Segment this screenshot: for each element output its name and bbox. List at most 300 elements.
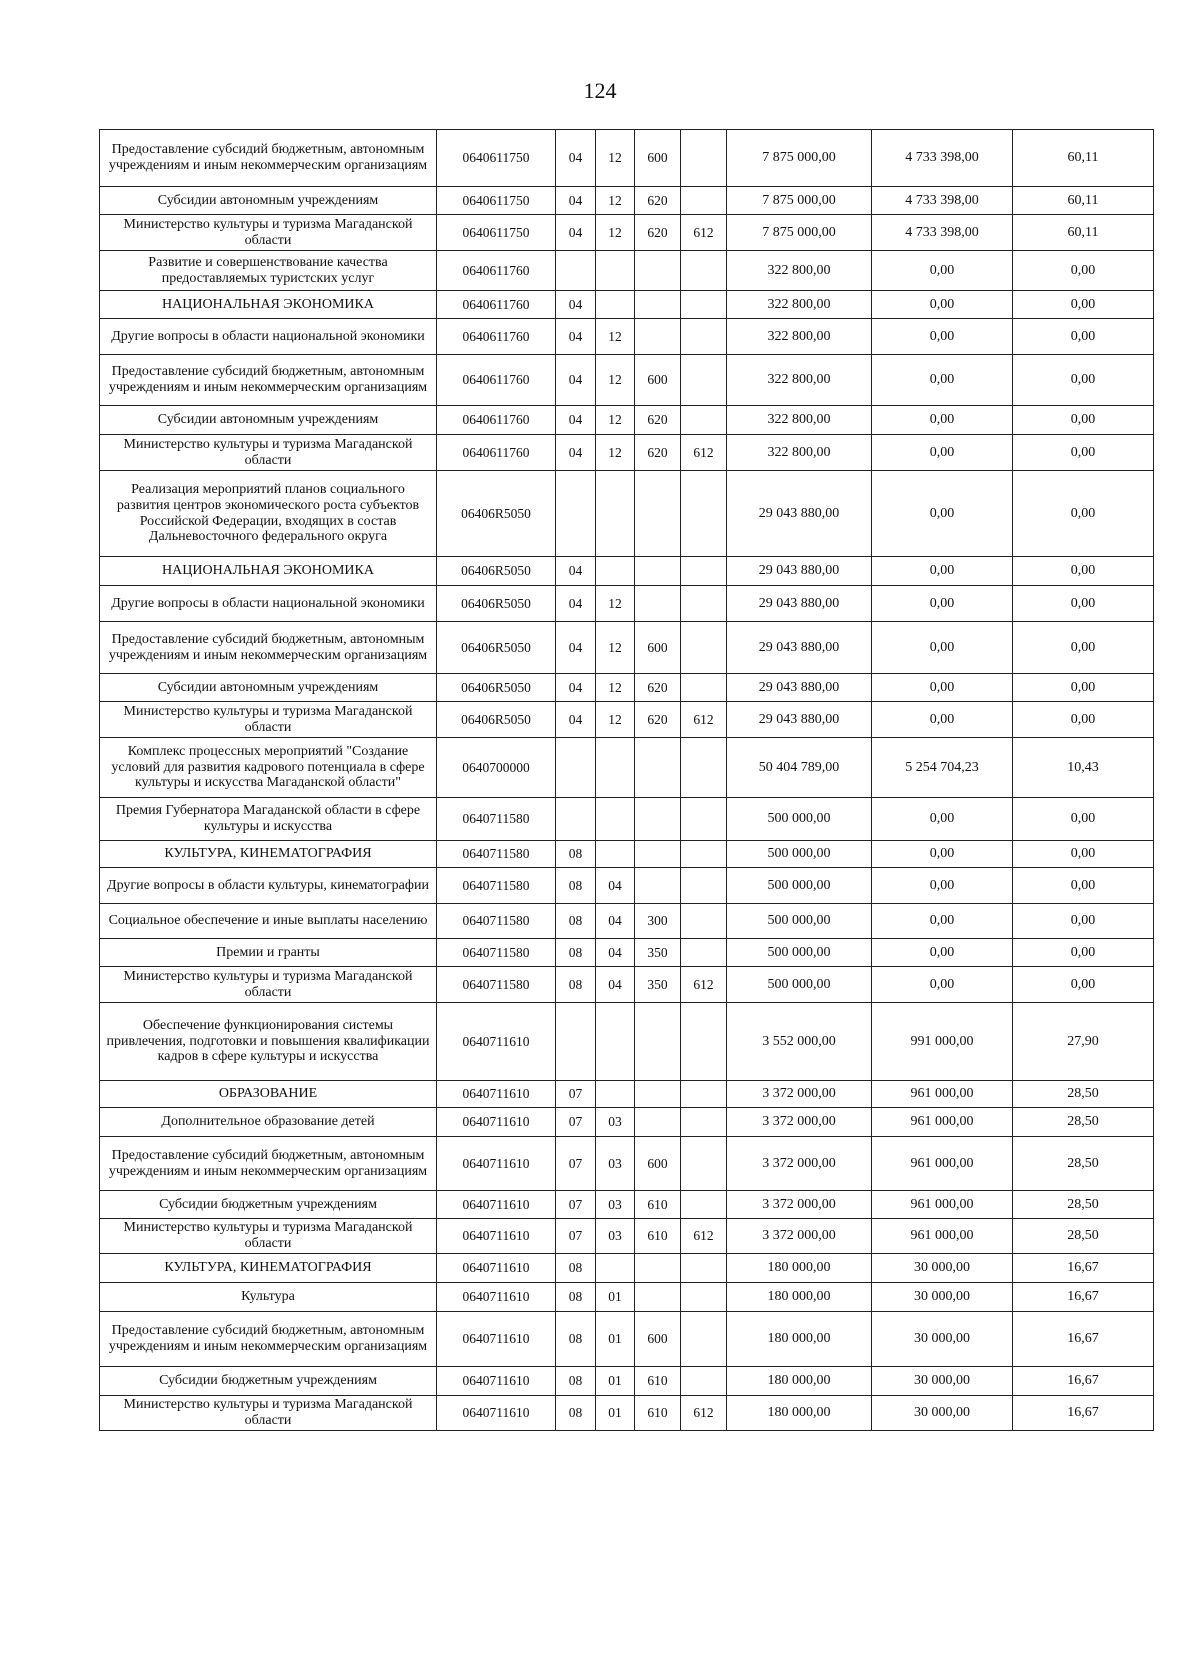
subsection-code: 12 <box>596 702 635 738</box>
fact-amount: 0,00 <box>872 841 1013 868</box>
table-row <box>100 251 1154 291</box>
section-code: 07 <box>556 1191 596 1219</box>
fact-amount: 0,00 <box>872 435 1013 471</box>
percent-executed: 0,00 <box>1013 674 1154 702</box>
target-code: 06406R5050 <box>437 586 556 622</box>
fact-amount: 961 000,00 <box>872 1137 1013 1191</box>
fact-amount: 0,00 <box>872 586 1013 622</box>
plan-amount: 3 372 000,00 <box>727 1191 872 1219</box>
table-row <box>100 1219 1154 1254</box>
percent-executed: 0,00 <box>1013 702 1154 738</box>
percent-executed: 0,00 <box>1013 406 1154 435</box>
section-code: 04 <box>556 130 596 187</box>
subsection-code: 04 <box>596 868 635 904</box>
plan-amount: 29 043 880,00 <box>727 674 872 702</box>
admin-code: 612 <box>681 215 727 251</box>
subsection-code <box>596 798 635 841</box>
table-body <box>100 130 1154 1431</box>
expense-type-code: 600 <box>635 1312 681 1367</box>
expense-type-code <box>635 291 681 319</box>
section-code: 04 <box>556 319 596 355</box>
expense-type-code <box>635 1081 681 1108</box>
expense-name: НАЦИОНАЛЬНАЯ ЭКОНОМИКА <box>100 557 437 586</box>
admin-code <box>681 1191 727 1219</box>
target-code: 0640711580 <box>437 868 556 904</box>
expense-type-code <box>635 738 681 798</box>
admin-code: 612 <box>681 1396 727 1431</box>
expense-type-code: 610 <box>635 1219 681 1254</box>
percent-executed: 16,67 <box>1013 1396 1154 1431</box>
subsection-code <box>596 1081 635 1108</box>
fact-amount: 0,00 <box>872 319 1013 355</box>
fact-amount: 0,00 <box>872 904 1013 939</box>
percent-executed: 0,00 <box>1013 967 1154 1003</box>
section-code: 07 <box>556 1108 596 1137</box>
percent-executed: 0,00 <box>1013 586 1154 622</box>
percent-executed: 0,00 <box>1013 435 1154 471</box>
section-code: 04 <box>556 586 596 622</box>
expense-name: Культура <box>100 1283 437 1312</box>
expense-name: Министерство культуры и туризма Магаданской области <box>100 967 437 1003</box>
subsection-code <box>596 841 635 868</box>
expense-type-code <box>635 841 681 868</box>
expense-type-code <box>635 1108 681 1137</box>
admin-code <box>681 1081 727 1108</box>
expense-name: Предоставление субсидий бюджетным, автономным учреждениям и иным некоммерческим организациям <box>100 130 437 187</box>
target-code: 0640711610 <box>437 1219 556 1254</box>
fact-amount: 5 254 704,23 <box>872 738 1013 798</box>
expense-name: Предоставление субсидий бюджетным, автономным учреждениям и иным некоммерческим организациям <box>100 622 437 674</box>
target-code: 0640611760 <box>437 435 556 471</box>
fact-amount: 4 733 398,00 <box>872 187 1013 215</box>
subsection-code: 01 <box>596 1312 635 1367</box>
target-code: 06406R5050 <box>437 471 556 557</box>
target-code: 0640711610 <box>437 1283 556 1312</box>
table-row <box>100 586 1154 622</box>
table-row <box>100 1081 1154 1108</box>
plan-amount: 500 000,00 <box>727 967 872 1003</box>
fact-amount: 0,00 <box>872 967 1013 1003</box>
expense-type-code <box>635 586 681 622</box>
admin-code <box>681 738 727 798</box>
fact-amount: 4 733 398,00 <box>872 215 1013 251</box>
admin-code <box>681 130 727 187</box>
target-code: 0640711610 <box>437 1396 556 1431</box>
table-row <box>100 1003 1154 1081</box>
percent-executed: 0,00 <box>1013 471 1154 557</box>
section-code: 08 <box>556 904 596 939</box>
expense-name: НАЦИОНАЛЬНАЯ ЭКОНОМИКА <box>100 291 437 319</box>
expense-name: Предоставление субсидий бюджетным, автономным учреждениям и иным некоммерческим организациям <box>100 355 437 406</box>
section-code: 04 <box>556 406 596 435</box>
expense-name: КУЛЬТУРА, КИНЕМАТОГРАФИЯ <box>100 841 437 868</box>
fact-amount: 0,00 <box>872 939 1013 967</box>
fact-amount: 0,00 <box>872 702 1013 738</box>
expense-type-code <box>635 798 681 841</box>
subsection-code: 12 <box>596 130 635 187</box>
percent-executed: 28,50 <box>1013 1108 1154 1137</box>
fact-amount: 961 000,00 <box>872 1191 1013 1219</box>
expense-type-code: 620 <box>635 406 681 435</box>
plan-amount: 3 372 000,00 <box>727 1219 872 1254</box>
expense-type-code: 610 <box>635 1191 681 1219</box>
plan-amount: 29 043 880,00 <box>727 557 872 586</box>
section-code: 04 <box>556 187 596 215</box>
target-code: 0640711610 <box>437 1254 556 1283</box>
fact-amount: 0,00 <box>872 622 1013 674</box>
section-code: 08 <box>556 868 596 904</box>
section-code: 08 <box>556 1254 596 1283</box>
subsection-code <box>596 1254 635 1283</box>
target-code: 0640711580 <box>437 939 556 967</box>
page-number: 124 <box>583 78 617 103</box>
table-row <box>100 939 1154 967</box>
table-row <box>100 868 1154 904</box>
expense-type-code: 600 <box>635 1137 681 1191</box>
subsection-code: 03 <box>596 1191 635 1219</box>
fact-amount: 961 000,00 <box>872 1108 1013 1137</box>
expense-type-code <box>635 251 681 291</box>
fact-amount: 0,00 <box>872 557 1013 586</box>
plan-amount: 322 800,00 <box>727 355 872 406</box>
plan-amount: 29 043 880,00 <box>727 702 872 738</box>
plan-amount: 180 000,00 <box>727 1396 872 1431</box>
target-code: 0640611750 <box>437 130 556 187</box>
plan-amount: 500 000,00 <box>727 798 872 841</box>
percent-executed: 0,00 <box>1013 939 1154 967</box>
plan-amount: 322 800,00 <box>727 319 872 355</box>
section-code <box>556 738 596 798</box>
fact-amount: 961 000,00 <box>872 1219 1013 1254</box>
plan-amount: 50 404 789,00 <box>727 738 872 798</box>
target-code: 0640611760 <box>437 251 556 291</box>
percent-executed: 0,00 <box>1013 798 1154 841</box>
plan-amount: 7 875 000,00 <box>727 215 872 251</box>
percent-executed: 0,00 <box>1013 868 1154 904</box>
admin-code: 612 <box>681 1219 727 1254</box>
fact-amount: 991 000,00 <box>872 1003 1013 1081</box>
target-code: 06406R5050 <box>437 557 556 586</box>
percent-executed: 60,11 <box>1013 187 1154 215</box>
target-code: 0640711610 <box>437 1312 556 1367</box>
plan-amount: 180 000,00 <box>727 1312 872 1367</box>
subsection-code: 12 <box>596 215 635 251</box>
subsection-code <box>596 291 635 319</box>
expense-type-code <box>635 1283 681 1312</box>
target-code: 0640611760 <box>437 355 556 406</box>
expense-name: Реализация мероприятий планов социального развития центров экономического роста субъектов Российской Федерации, входящих в состав Дальневосточного федерального округа <box>100 471 437 557</box>
table-row <box>100 187 1154 215</box>
expense-type-code: 300 <box>635 904 681 939</box>
expense-name: Предоставление субсидий бюджетным, автономным учреждениям и иным некоммерческим организациям <box>100 1137 437 1191</box>
target-code: 0640611760 <box>437 406 556 435</box>
table-row <box>100 738 1154 798</box>
subsection-code: 01 <box>596 1396 635 1431</box>
subsection-code: 12 <box>596 622 635 674</box>
section-code <box>556 251 596 291</box>
percent-executed: 0,00 <box>1013 557 1154 586</box>
admin-code <box>681 841 727 868</box>
admin-code <box>681 1312 727 1367</box>
percent-executed: 28,50 <box>1013 1137 1154 1191</box>
admin-code <box>681 557 727 586</box>
fact-amount: 30 000,00 <box>872 1367 1013 1396</box>
table-row <box>100 1283 1154 1312</box>
table-row <box>100 355 1154 406</box>
plan-amount: 500 000,00 <box>727 868 872 904</box>
table-row <box>100 471 1154 557</box>
table-row <box>100 130 1154 187</box>
plan-amount: 180 000,00 <box>727 1254 872 1283</box>
fact-amount: 0,00 <box>872 406 1013 435</box>
expense-type-code <box>635 557 681 586</box>
percent-executed: 28,50 <box>1013 1191 1154 1219</box>
percent-executed: 16,67 <box>1013 1283 1154 1312</box>
expense-type-code <box>635 868 681 904</box>
plan-amount: 322 800,00 <box>727 435 872 471</box>
subsection-code: 12 <box>596 406 635 435</box>
expense-type-code <box>635 1003 681 1081</box>
admin-code <box>681 319 727 355</box>
target-code: 0640611750 <box>437 215 556 251</box>
plan-amount: 3 372 000,00 <box>727 1137 872 1191</box>
plan-amount: 3 372 000,00 <box>727 1108 872 1137</box>
percent-executed: 16,67 <box>1013 1312 1154 1367</box>
expense-name: Субсидии автономным учреждениям <box>100 406 437 435</box>
section-code: 08 <box>556 967 596 1003</box>
fact-amount: 961 000,00 <box>872 1081 1013 1108</box>
plan-amount: 3 372 000,00 <box>727 1081 872 1108</box>
expense-type-code: 600 <box>635 130 681 187</box>
table-row <box>100 1367 1154 1396</box>
expense-type-code: 600 <box>635 355 681 406</box>
percent-executed: 16,67 <box>1013 1367 1154 1396</box>
table-row <box>100 1137 1154 1191</box>
subsection-code: 12 <box>596 187 635 215</box>
section-code: 04 <box>556 291 596 319</box>
subsection-code <box>596 1003 635 1081</box>
percent-executed: 28,50 <box>1013 1081 1154 1108</box>
subsection-code: 01 <box>596 1283 635 1312</box>
plan-amount: 500 000,00 <box>727 841 872 868</box>
subsection-code: 12 <box>596 586 635 622</box>
table-row <box>100 1312 1154 1367</box>
percent-executed: 0,00 <box>1013 251 1154 291</box>
fact-amount: 30 000,00 <box>872 1312 1013 1367</box>
percent-executed: 27,90 <box>1013 1003 1154 1081</box>
target-code: 06406R5050 <box>437 622 556 674</box>
admin-code <box>681 622 727 674</box>
admin-code <box>681 355 727 406</box>
target-code: 0640611760 <box>437 291 556 319</box>
plan-amount: 322 800,00 <box>727 291 872 319</box>
subsection-code: 03 <box>596 1108 635 1137</box>
fact-amount: 0,00 <box>872 251 1013 291</box>
section-code <box>556 798 596 841</box>
subsection-code <box>596 557 635 586</box>
percent-executed: 60,11 <box>1013 215 1154 251</box>
admin-code <box>681 586 727 622</box>
percent-executed: 0,00 <box>1013 622 1154 674</box>
expense-name: Другие вопросы в области национальной экономики <box>100 319 437 355</box>
section-code: 07 <box>556 1137 596 1191</box>
target-code: 0640711580 <box>437 967 556 1003</box>
admin-code: 612 <box>681 967 727 1003</box>
subsection-code: 03 <box>596 1219 635 1254</box>
expense-type-code <box>635 471 681 557</box>
admin-code: 612 <box>681 435 727 471</box>
plan-amount: 7 875 000,00 <box>727 187 872 215</box>
expense-type-code: 620 <box>635 187 681 215</box>
section-code: 04 <box>556 702 596 738</box>
plan-amount: 500 000,00 <box>727 939 872 967</box>
admin-code <box>681 868 727 904</box>
table-row <box>100 557 1154 586</box>
target-code: 0640711580 <box>437 841 556 868</box>
section-code <box>556 1003 596 1081</box>
target-code: 0640711610 <box>437 1367 556 1396</box>
admin-code <box>681 1003 727 1081</box>
admin-code <box>681 471 727 557</box>
table-row <box>100 1191 1154 1219</box>
table-row <box>100 435 1154 471</box>
expense-name: Субсидии автономным учреждениям <box>100 674 437 702</box>
admin-code <box>681 904 727 939</box>
target-code: 0640711580 <box>437 798 556 841</box>
section-code: 04 <box>556 674 596 702</box>
fact-amount: 30 000,00 <box>872 1254 1013 1283</box>
percent-executed: 60,11 <box>1013 130 1154 187</box>
plan-amount: 322 800,00 <box>727 251 872 291</box>
subsection-code: 04 <box>596 939 635 967</box>
subsection-code: 04 <box>596 967 635 1003</box>
percent-executed: 0,00 <box>1013 319 1154 355</box>
admin-code: 612 <box>681 702 727 738</box>
fact-amount: 0,00 <box>872 798 1013 841</box>
admin-code <box>681 1137 727 1191</box>
target-code: 0640611750 <box>437 187 556 215</box>
target-code: 0640711610 <box>437 1003 556 1081</box>
plan-amount: 7 875 000,00 <box>727 130 872 187</box>
target-code: 0640711610 <box>437 1137 556 1191</box>
expense-name: Комплекс процессных мероприятий "Создание условий для развития кадрового потенциала в сфере культуры и искусства Магаданской области" <box>100 738 437 798</box>
table-row <box>100 674 1154 702</box>
expense-name: Другие вопросы в области культуры, кинематографии <box>100 868 437 904</box>
percent-executed: 28,50 <box>1013 1219 1154 1254</box>
section-code: 04 <box>556 622 596 674</box>
fact-amount: 0,00 <box>872 471 1013 557</box>
section-code: 04 <box>556 435 596 471</box>
fact-amount: 30 000,00 <box>872 1396 1013 1431</box>
section-code: 08 <box>556 1367 596 1396</box>
plan-amount: 29 043 880,00 <box>727 471 872 557</box>
table-row <box>100 904 1154 939</box>
target-code: 0640700000 <box>437 738 556 798</box>
section-code: 04 <box>556 215 596 251</box>
expense-name: Премии и гранты <box>100 939 437 967</box>
admin-code <box>681 1254 727 1283</box>
table-row <box>100 841 1154 868</box>
expense-type-code: 610 <box>635 1367 681 1396</box>
target-code: 06406R5050 <box>437 674 556 702</box>
percent-executed: 0,00 <box>1013 841 1154 868</box>
subsection-code: 03 <box>596 1137 635 1191</box>
expense-name: Субсидии бюджетным учреждениям <box>100 1367 437 1396</box>
table-row <box>100 291 1154 319</box>
plan-amount: 3 552 000,00 <box>727 1003 872 1081</box>
plan-amount: 29 043 880,00 <box>727 622 872 674</box>
section-code: 04 <box>556 557 596 586</box>
percent-executed: 0,00 <box>1013 291 1154 319</box>
section-code <box>556 471 596 557</box>
expense-name: КУЛЬТУРА, КИНЕМАТОГРАФИЯ <box>100 1254 437 1283</box>
expense-type-code <box>635 319 681 355</box>
plan-amount: 180 000,00 <box>727 1283 872 1312</box>
expense-name: Развитие и совершенствование качества предоставляемых туристских услуг <box>100 251 437 291</box>
expense-type-code: 620 <box>635 674 681 702</box>
admin-code <box>681 1367 727 1396</box>
budget-table <box>99 129 1154 1431</box>
target-code: 0640711610 <box>437 1108 556 1137</box>
subsection-code: 12 <box>596 435 635 471</box>
expense-name: Премия Губернатора Магаданской области в сфере культуры и искусства <box>100 798 437 841</box>
table-row <box>100 215 1154 251</box>
section-code: 08 <box>556 1312 596 1367</box>
target-code: 0640711580 <box>437 904 556 939</box>
admin-code <box>681 798 727 841</box>
subsection-code: 01 <box>596 1367 635 1396</box>
plan-amount: 29 043 880,00 <box>727 586 872 622</box>
expense-name: Дополнительное образование детей <box>100 1108 437 1137</box>
admin-code <box>681 406 727 435</box>
target-code: 0640711610 <box>437 1191 556 1219</box>
expense-name: ОБРАЗОВАНИЕ <box>100 1081 437 1108</box>
expense-type-code: 610 <box>635 1396 681 1431</box>
section-code: 07 <box>556 1219 596 1254</box>
expense-type-code: 350 <box>635 939 681 967</box>
expense-name: Субсидии автономным учреждениям <box>100 187 437 215</box>
percent-executed: 16,67 <box>1013 1254 1154 1283</box>
table-row <box>100 798 1154 841</box>
fact-amount: 0,00 <box>872 355 1013 406</box>
admin-code <box>681 939 727 967</box>
section-code: 08 <box>556 1396 596 1431</box>
target-code: 06406R5050 <box>437 702 556 738</box>
expense-type-code <box>635 1254 681 1283</box>
expense-name: Субсидии бюджетным учреждениям <box>100 1191 437 1219</box>
fact-amount: 30 000,00 <box>872 1283 1013 1312</box>
fact-amount: 4 733 398,00 <box>872 130 1013 187</box>
expense-type-code: 620 <box>635 215 681 251</box>
expense-type-code: 620 <box>635 702 681 738</box>
expense-name: Министерство культуры и туризма Магаданской области <box>100 1219 437 1254</box>
percent-executed: 10,43 <box>1013 738 1154 798</box>
section-code: 08 <box>556 841 596 868</box>
subsection-code <box>596 251 635 291</box>
subsection-code: 12 <box>596 355 635 406</box>
expense-name: Министерство культуры и туризма Магаданской области <box>100 435 437 471</box>
table-row <box>100 622 1154 674</box>
admin-code <box>681 674 727 702</box>
expense-name: Социальное обеспечение и иные выплаты населению <box>100 904 437 939</box>
fact-amount: 0,00 <box>872 868 1013 904</box>
table-row <box>100 319 1154 355</box>
subsection-code: 12 <box>596 319 635 355</box>
expense-name: Министерство культуры и туризма Магаданской области <box>100 215 437 251</box>
subsection-code: 12 <box>596 674 635 702</box>
fact-amount: 0,00 <box>872 674 1013 702</box>
admin-code <box>681 1108 727 1137</box>
